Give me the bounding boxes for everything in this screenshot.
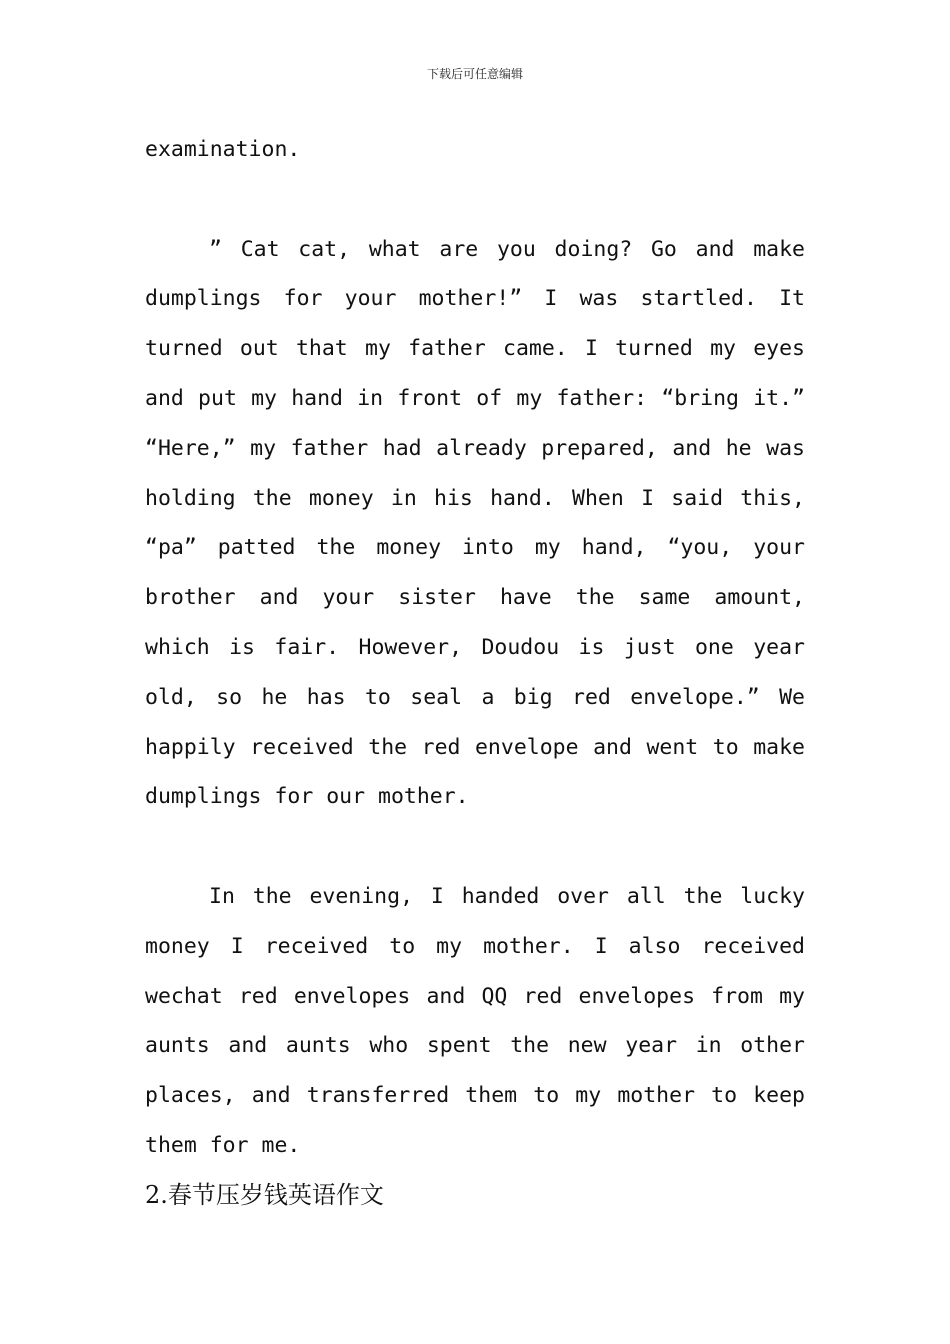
- section-heading: 2.春节压岁钱英语作文: [145, 1181, 384, 1209]
- document-body: [145, 125, 805, 1171]
- paragraph-spacer: [145, 175, 805, 225]
- page-header: 下载后可任意编辑: [426, 67, 523, 81]
- paragraph-evening: In the evening, I handed over all the lucky money I received to my mother. I also received wechat red envelopes and QQ red envelopes from my aunts and aunts who spent the new year in other places, and transferred them to my mother to keep them for me.: [145, 883, 805, 1158]
- paragraph-spacer: [145, 822, 805, 872]
- paragraph-father-dialogue: ” Cat cat, what are you doing? Go and make dumplings for your mother!” I was startled. It turned out that my father came. I turned my eyes and put my hand in front of my father: “bring it.” “Here,” my father had already prepared, and he was holding the money in his hand. When I said this, “pa” patted the money into my hand, “you, your brother and your sister have the same amount, which is fair. However, Doudou is just one year old, so he has to seal a big red envelope.” We happily received the red envelope and went to make dumplings for our mother.: [145, 236, 805, 810]
- paragraph-continuation: examination.: [145, 137, 301, 162]
